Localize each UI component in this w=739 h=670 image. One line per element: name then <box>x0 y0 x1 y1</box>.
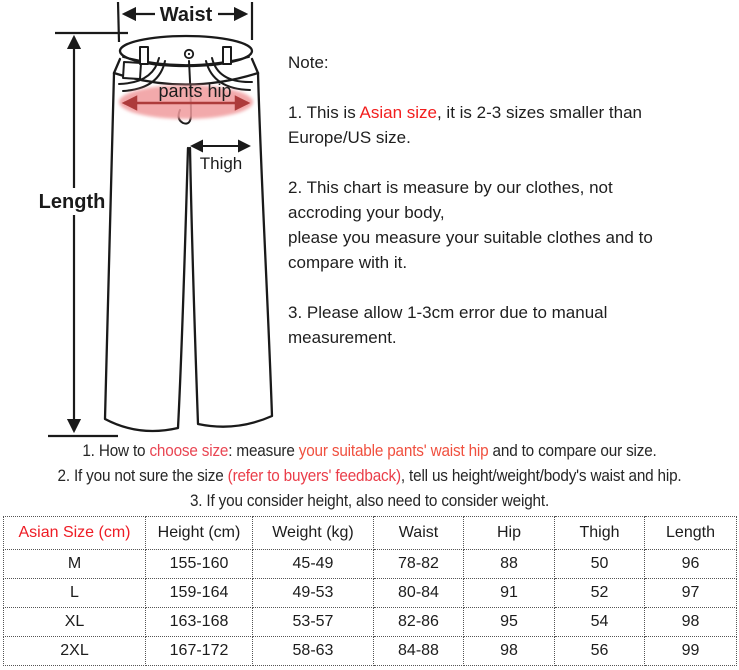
size-table-cell: 49-53 <box>253 579 374 608</box>
size-table-cell: 84-88 <box>374 637 464 666</box>
size-table-header-cell: Thigh <box>555 517 645 550</box>
size-table-header-cell: Waist <box>374 517 464 550</box>
size-table-cell: 82-86 <box>374 608 464 637</box>
size-table-cell: 54 <box>555 608 645 637</box>
size-table-cell: 163-168 <box>146 608 253 637</box>
note-point-1: 1. This is Asian size, it is 2-3 sizes smaller than Europe/US size. <box>288 103 642 147</box>
size-table-body <box>4 550 737 666</box>
instruction-line-1: 1. How to choose size: measure your suitable pants' waist hip and to compare our size. <box>82 441 657 460</box>
note-title: Note: <box>288 53 329 72</box>
instruction-line-3: 3. If you consider height, also need to consider weight. <box>189 491 550 510</box>
size-table-row <box>4 579 737 608</box>
asian-size-highlight: Asian size <box>359 103 437 122</box>
size-table-cell: 96 <box>645 550 737 579</box>
size-table-cell: 159-164 <box>146 579 253 608</box>
size-table-cell: 50 <box>555 550 645 579</box>
size-table-cell: 167-172 <box>146 637 253 666</box>
thigh-label: Thigh <box>199 154 243 173</box>
size-table-cell: 52 <box>555 579 645 608</box>
waist-label: Waist <box>159 4 213 26</box>
size-table-row <box>4 550 737 579</box>
instructions-block <box>37 438 702 513</box>
size-table-cell: 56 <box>555 637 645 666</box>
size-table-cell: 91 <box>464 579 555 608</box>
hip-label: pants hip <box>158 81 232 101</box>
size-table <box>3 516 737 666</box>
size-table-cell: 98 <box>645 608 737 637</box>
note-block <box>288 50 739 375</box>
pants-measurement-diagram <box>0 0 285 445</box>
size-table-cell: 53-57 <box>253 608 374 637</box>
size-table-header-cell: Hip <box>464 517 555 550</box>
instruction-line-2: 2. If you not sure the size (refer to buyers' feedback), tell us height/weight/body's waist and hip. <box>57 466 682 485</box>
size-table-header-cell: Length <box>645 517 737 550</box>
size-table-cell: 2XL <box>4 637 146 666</box>
size-table-header-cell: Weight (kg) <box>253 517 374 550</box>
size-table-row <box>4 608 737 637</box>
size-table-cell: 45-49 <box>253 550 374 579</box>
size-table-cell: L <box>4 579 146 608</box>
note-point-2: 2. This chart is measure by our clothes, not accroding your body, please you measure your suitable clothes and to compare with it. <box>288 178 653 272</box>
size-table-cell: 58-63 <box>253 637 374 666</box>
size-table-header-cell: Height (cm) <box>146 517 253 550</box>
length-label: Length <box>38 191 106 213</box>
size-table-cell: 99 <box>645 637 737 666</box>
size-table-row <box>4 637 737 666</box>
size-table-header-row <box>4 517 737 550</box>
size-table-cell: 78-82 <box>374 550 464 579</box>
size-table-cell: M <box>4 550 146 579</box>
length-measure <box>48 33 128 436</box>
size-table-cell: 97 <box>645 579 737 608</box>
note-point-3: 3. Please allow 1-3cm error due to manual measurement. <box>288 303 608 347</box>
size-table-header-cell: Asian Size (cm) <box>4 517 146 550</box>
size-table-cell: 95 <box>464 608 555 637</box>
size-table-cell: 88 <box>464 550 555 579</box>
size-table-cell: XL <box>4 608 146 637</box>
size-table-cell: 155-160 <box>146 550 253 579</box>
size-table-cell: 80-84 <box>374 579 464 608</box>
size-table-cell: 98 <box>464 637 555 666</box>
